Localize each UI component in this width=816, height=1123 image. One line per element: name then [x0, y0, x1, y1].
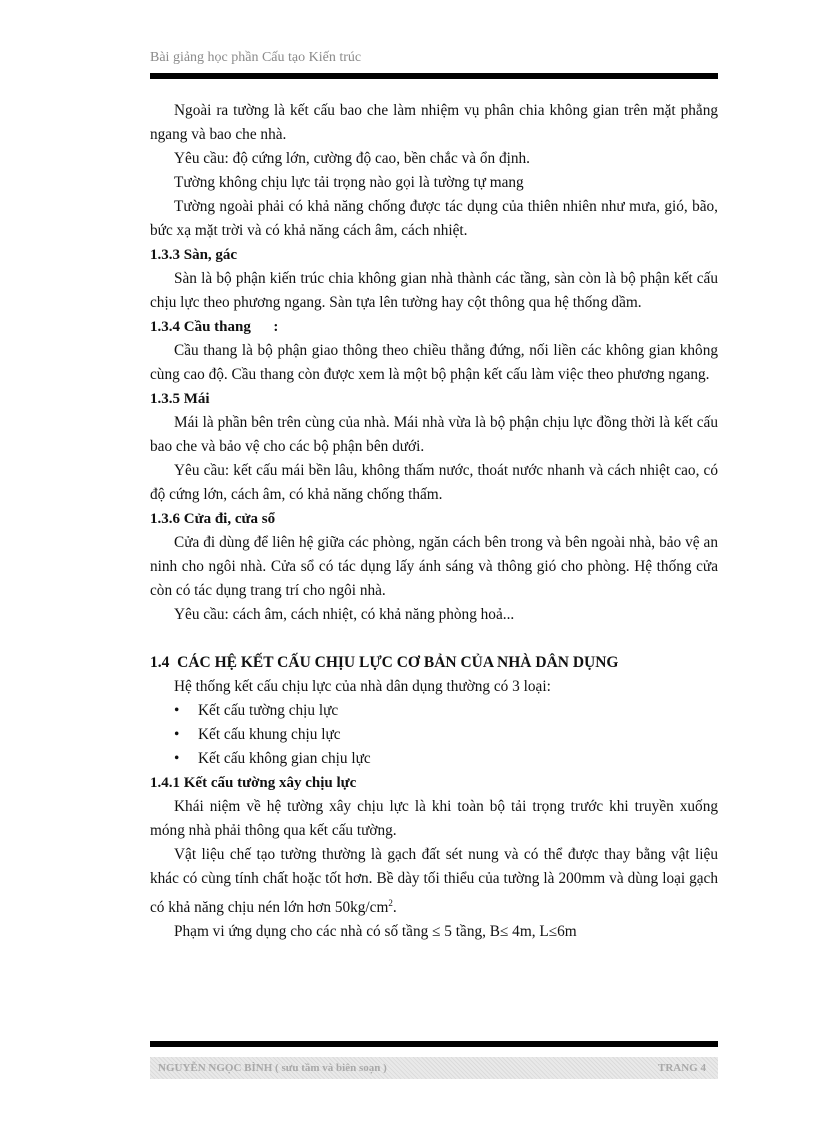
section-heading: 1.3.4 Cầu thang :: [150, 319, 279, 335]
list-item-text: Kết cấu khung chịu lực: [198, 726, 341, 743]
footer-author: NGUYỄN NGỌC BÌNH ( sưu tầm và biên soạn ): [158, 1062, 387, 1074]
list-item-text: Kết cấu không gian chịu lực: [198, 750, 371, 767]
paragraph: Phạm vi ứng dụng cho các nhà có số tầng ≤ 5 tầng, B≤ 4m, L≤6m: [174, 923, 577, 941]
paragraph: Tường ngoài phải có khả năng chống được tác dụng của thiên nhiên như mưa, gió, bão, bức xạ mặt trời và có khả năng cách âm, cách nhiệt.: [150, 198, 718, 239]
bullet-icon: •: [174, 726, 180, 743]
paragraph: Hệ thống kết cấu chịu lực của nhà dân dụng thường có 3 loại:: [174, 678, 551, 695]
paragraph: Cửa đi dùng để liên hệ giữa các phòng, ngăn cách bên trong và bên ngoài nhà, bảo vệ an ninh cho ngôi nhà. Cửa sổ có tác dụng lấy ánh sáng và thông gió cho phòng. Hệ thống cửa còn có tác dụng trang trí cho ngôi nhà.: [150, 534, 718, 599]
paragraph: Khái niệm về hệ tường xây chịu lực là khi toàn bộ tải trọng trước khi truyền xuống móng nhà phải thông qua kết cấu tường.: [150, 798, 718, 839]
paragraph-text: Vật liệu chế tạo tường thường là gạch đất sét nung và có thể được thay bằng vật liệu khác có cùng tính chất hoặc tốt hơn. Bề dày tối thiểu của tường là 200mm và dùng loại gạch có khả năng chịu nén lớn hơn 50kg/cm: [150, 846, 718, 917]
page-header: Bài giảng học phần Cấu tạo Kiến trúc: [150, 50, 362, 65]
paragraph: [150, 843, 718, 920]
paragraph: Yêu cầu: kết cấu mái bền lâu, không thấm nước, thoát nước nhanh và cách nhiệt cao, có độ cứng lớn, cách âm, có khả năng chống thấm.: [150, 462, 718, 503]
list-item-text: Kết cấu tường chịu lực: [198, 702, 339, 719]
page-content: [150, 99, 718, 944]
section-heading: 1.4.1 Kết cấu tường xây chịu lực: [150, 775, 357, 791]
list-item: [150, 699, 718, 723]
paragraph: Yêu cầu: độ cứng lớn, cường độ cao, bền chắc và ổn định.: [174, 150, 531, 167]
paragraph: Yêu cầu: cách âm, cách nhiệt, có khả năng phòng hoả...: [174, 606, 515, 623]
paragraph: Mái là phần bên trên cùng của nhà. Mái nhà vừa là bộ phận chịu lực đồng thời là kết cấu bao che và bảo vệ cho các bộ phận bên dưới.: [150, 414, 718, 455]
footer-rule: [150, 1041, 718, 1047]
section-heading: 1.3.6 Cửa đi, cửa sổ: [150, 511, 276, 527]
page-footer: [150, 1057, 718, 1079]
chapter-heading: 1.4 CÁC HỆ KẾT CẤU CHỊU LỰC CƠ BẢN CỦA NHÀ DÂN DỤNG: [150, 654, 619, 671]
section-heading: 1.3.5 Mái: [150, 391, 210, 407]
paragraph-end: .: [392, 899, 397, 917]
bullet-icon: •: [174, 702, 180, 719]
bullet-list: [150, 699, 718, 771]
superscript: 2: [388, 898, 393, 908]
bullet-icon: •: [174, 750, 180, 767]
paragraph: Ngoài ra tường là kết cấu bao che làm nhiệm vụ phân chia không gian trên mặt phẳng ngang và bao che nhà.: [150, 102, 718, 143]
list-item: [150, 747, 718, 771]
list-item: [150, 723, 718, 747]
section-heading: 1.3.3 Sàn, gác: [150, 247, 238, 263]
paragraph: Cầu thang là bộ phận giao thông theo chiều thẳng đứng, nối liền các không gian không cùng cao độ. Cầu thang còn được xem là một bộ phận kết cấu làm việc theo phương ngang.: [150, 342, 718, 383]
paragraph: Sàn là bộ phận kiến trúc chia không gian nhà thành các tầng, sàn còn là bộ phận kết cấu chịu lực theo phương ngang. Sàn tựa lên tường hay cột thông qua hệ thống dầm.: [150, 270, 718, 311]
paragraph: Tường không chịu lực tải trọng nào gọi là tường tự mang: [174, 174, 524, 191]
header-rule: [150, 73, 718, 79]
footer-page-number: TRANG 4: [658, 1062, 706, 1074]
